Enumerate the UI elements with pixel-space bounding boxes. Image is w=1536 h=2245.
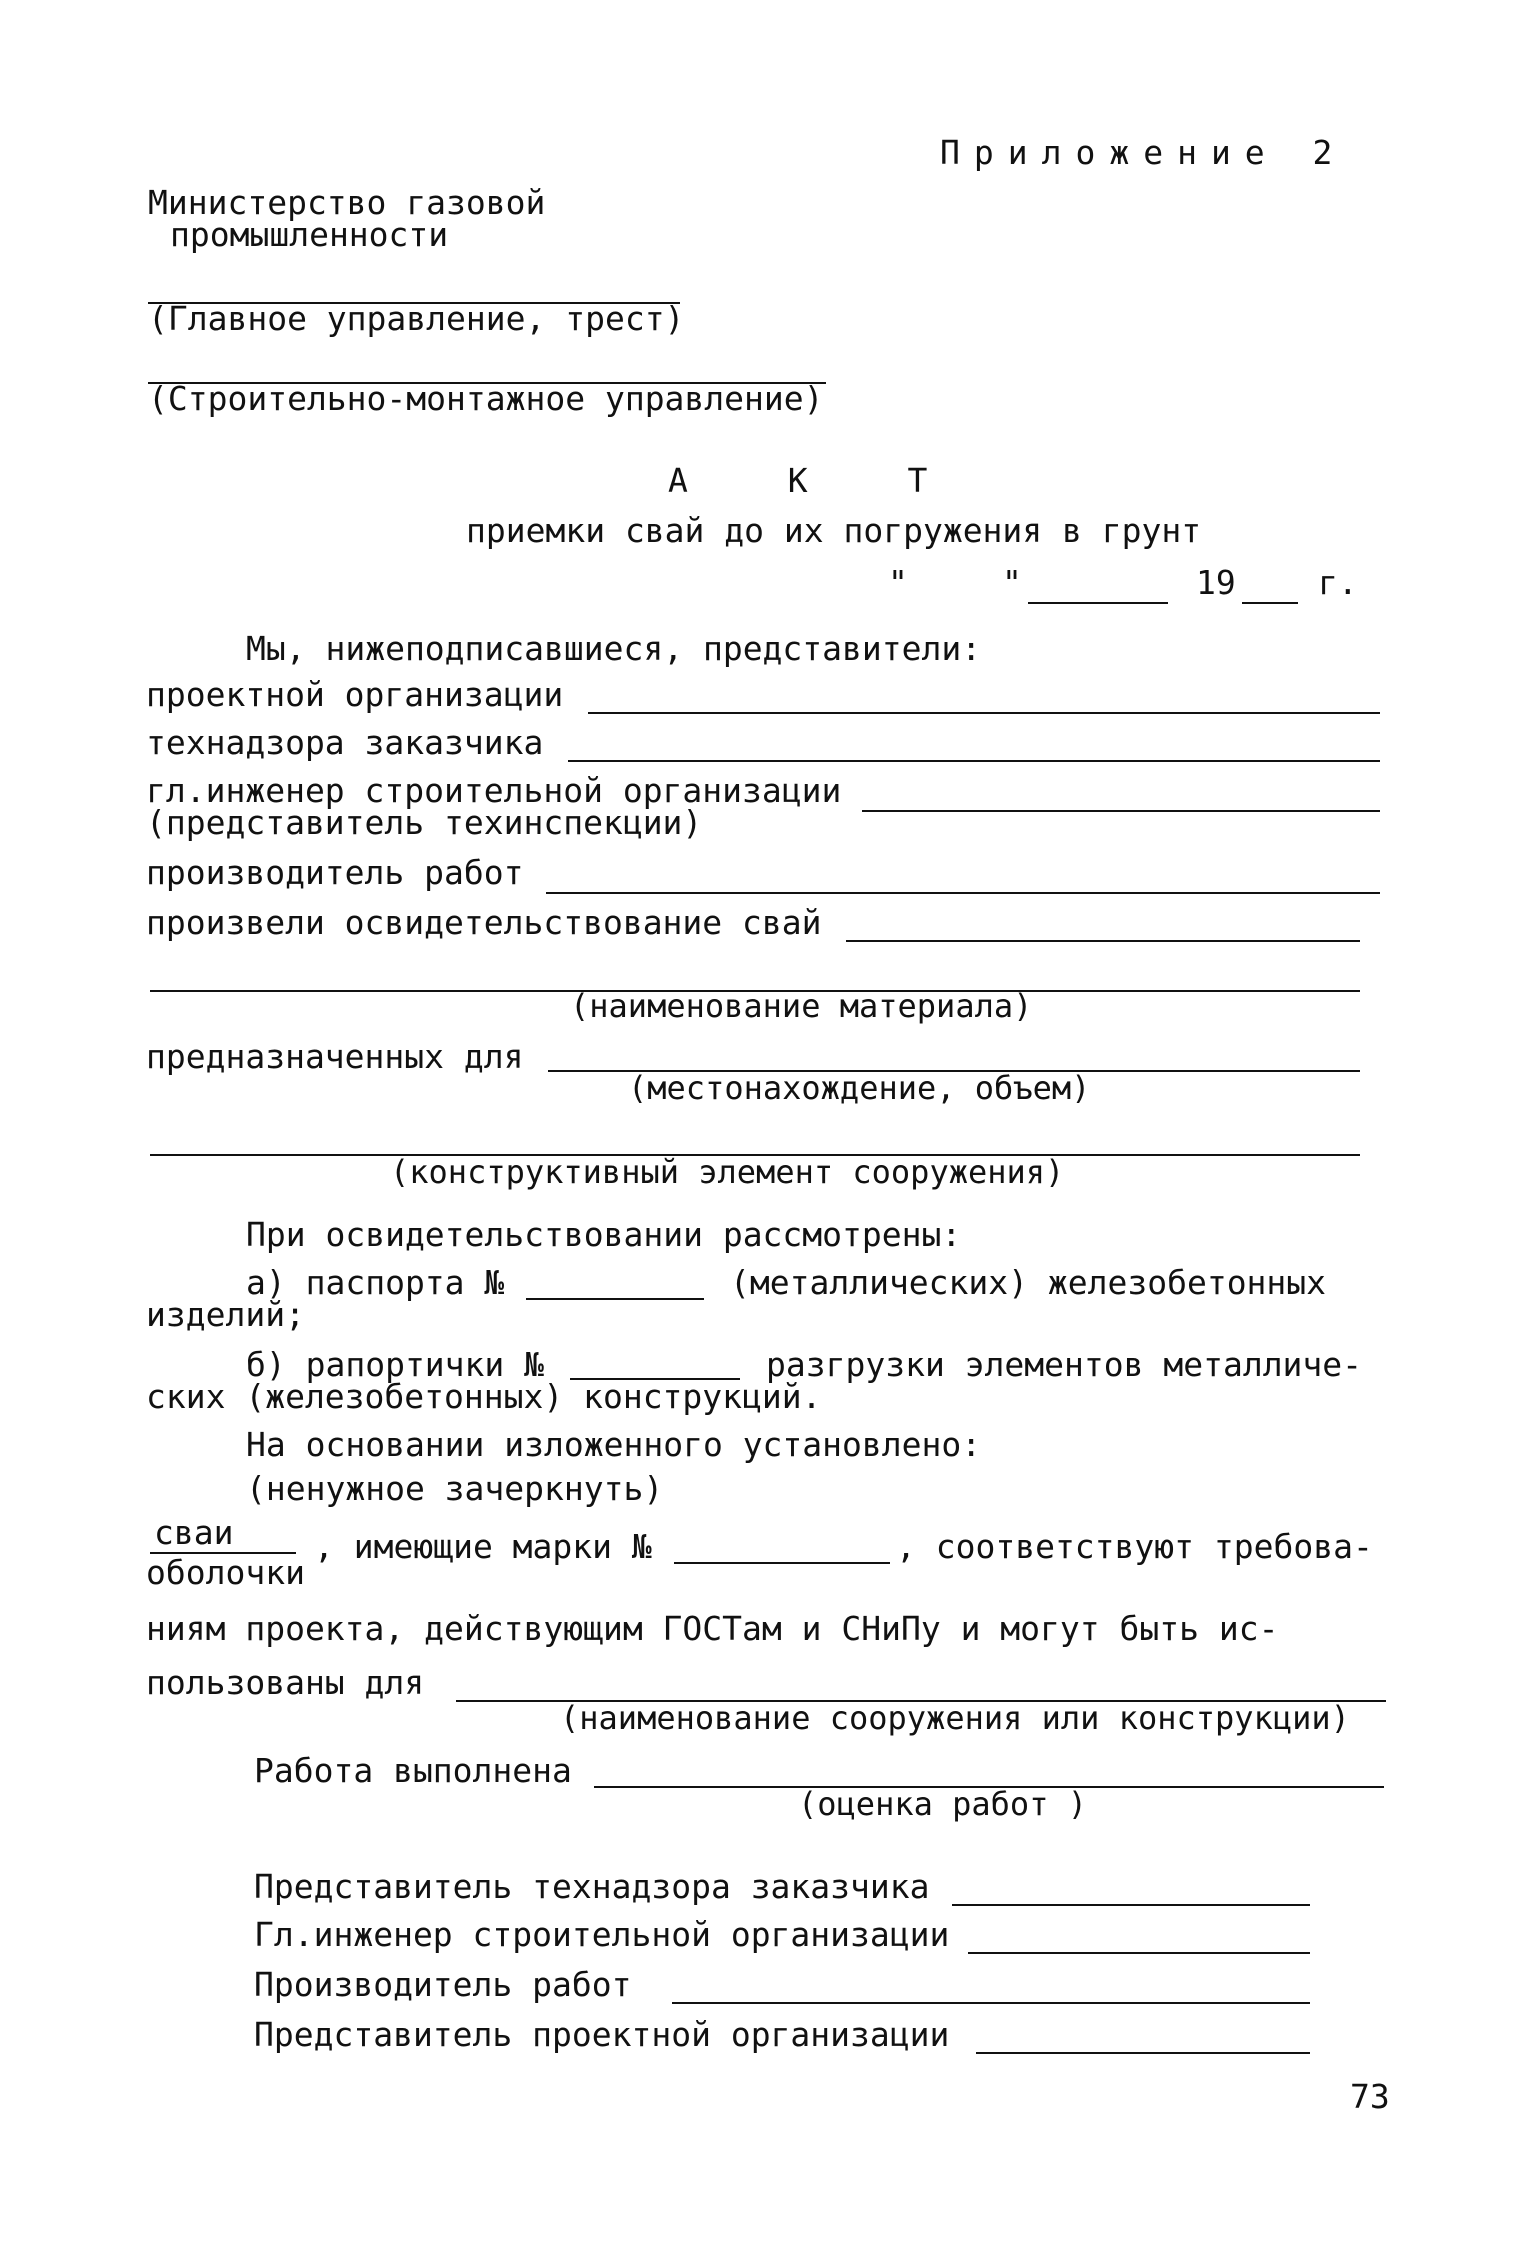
established-label: На основании изложенного установлено: [246, 1425, 982, 1464]
signature-design-org-line [976, 2052, 1310, 2054]
item-a-suffix: (металлических) железобетонных [730, 1263, 1327, 1302]
page-number: 73 [1350, 2077, 1390, 2116]
marks-text: , имеющие марки № [314, 1527, 652, 1566]
item-a-cont: изделий; [146, 1295, 305, 1334]
option-shells: оболочки [146, 1553, 305, 1592]
act-subtitle: приемки свай до их погружения в грунт [466, 511, 1202, 550]
chief-engineer-label: гл.инженер строительной организации [146, 771, 842, 810]
construction-directorate-caption: (Строительно-монтажное управление) [148, 379, 824, 418]
inspected-piles-line [846, 940, 1360, 942]
considered-label: При освидетельствовании рассмотрены: [246, 1215, 962, 1254]
year-line [1242, 602, 1298, 604]
ministry-line-2: промышленности [170, 215, 449, 254]
act-title: А К Т [668, 461, 968, 500]
strike-note: (ненужное зачеркнуть) [246, 1469, 664, 1508]
item-b-cont: ских (железобетонных) конструкций. [146, 1377, 822, 1416]
signature-tech-supervision-label: Представитель технадзора заказчика [254, 1867, 930, 1906]
signature-works-manager-line [672, 2002, 1310, 2004]
design-org-line [588, 712, 1380, 714]
date-quote-open: " [888, 563, 908, 602]
date-month-line [1028, 602, 1168, 604]
option-piles: сваи [154, 1513, 234, 1552]
participants-intro: Мы, нижеподписавшиеся, представители: [246, 629, 982, 668]
work-assessment-caption: (оценка работ ) [798, 1785, 1087, 1823]
signature-tech-supervision-line [952, 1904, 1310, 1906]
date-quote-close: " [1002, 563, 1022, 602]
signature-works-manager-label: Производитель работ [254, 1965, 632, 2004]
structural-element-caption: (конструктивный элемент сооружения) [390, 1153, 1065, 1191]
work-done-label: Работа выполнена [254, 1751, 572, 1790]
tech-supervision-line [568, 760, 1380, 762]
location-volume-caption: (местонахождение, объем) [628, 1069, 1091, 1107]
conclusion-line-2: ниям проекта, действующим ГОСТам и СНиПу и могут быть ис- [146, 1609, 1279, 1648]
tech-supervision-label: технадзора заказчика [146, 723, 544, 762]
item-a-line [526, 1298, 704, 1300]
marks-line [674, 1562, 890, 1564]
works-manager-label: производитель работ [146, 853, 524, 892]
signature-design-org-label: Представитель проектной организации [254, 2015, 950, 2054]
material-name-caption: (наименование материала) [570, 987, 1033, 1025]
chief-engineer-line [862, 810, 1380, 812]
item-b-prefix: б) рапортички № [246, 1345, 545, 1384]
signature-chief-engineer-label: Гл.инженер строительной организации [254, 1915, 950, 1954]
appendix-label: Приложение 2 [940, 133, 1347, 172]
conclusion-line-3: пользованы для [146, 1663, 425, 1702]
inspected-piles-label: произвели освидетельствование свай [146, 903, 822, 942]
signature-chief-engineer-line [968, 1952, 1310, 1954]
year-suffix: г. [1318, 563, 1358, 602]
structure-caption: (наименование сооружения или конструкции) [560, 1699, 1350, 1737]
main-directorate-caption: (Главное управление, трест) [148, 299, 685, 338]
item-b-suffix: разгрузки элементов металличе- [766, 1345, 1363, 1384]
item-a-prefix: а) паспорта № [246, 1263, 505, 1302]
intended-for-label: предназначенных для [146, 1037, 524, 1076]
ministry-line-1: Министерство газовой [148, 183, 546, 222]
comply-text: , соответствуют требова- [896, 1527, 1373, 1566]
design-org-label: проектной организации [146, 675, 564, 714]
tech-inspection-label: (представитель техинспекции) [146, 803, 703, 842]
year-prefix: 19 [1196, 563, 1236, 602]
works-manager-line [546, 892, 1380, 894]
